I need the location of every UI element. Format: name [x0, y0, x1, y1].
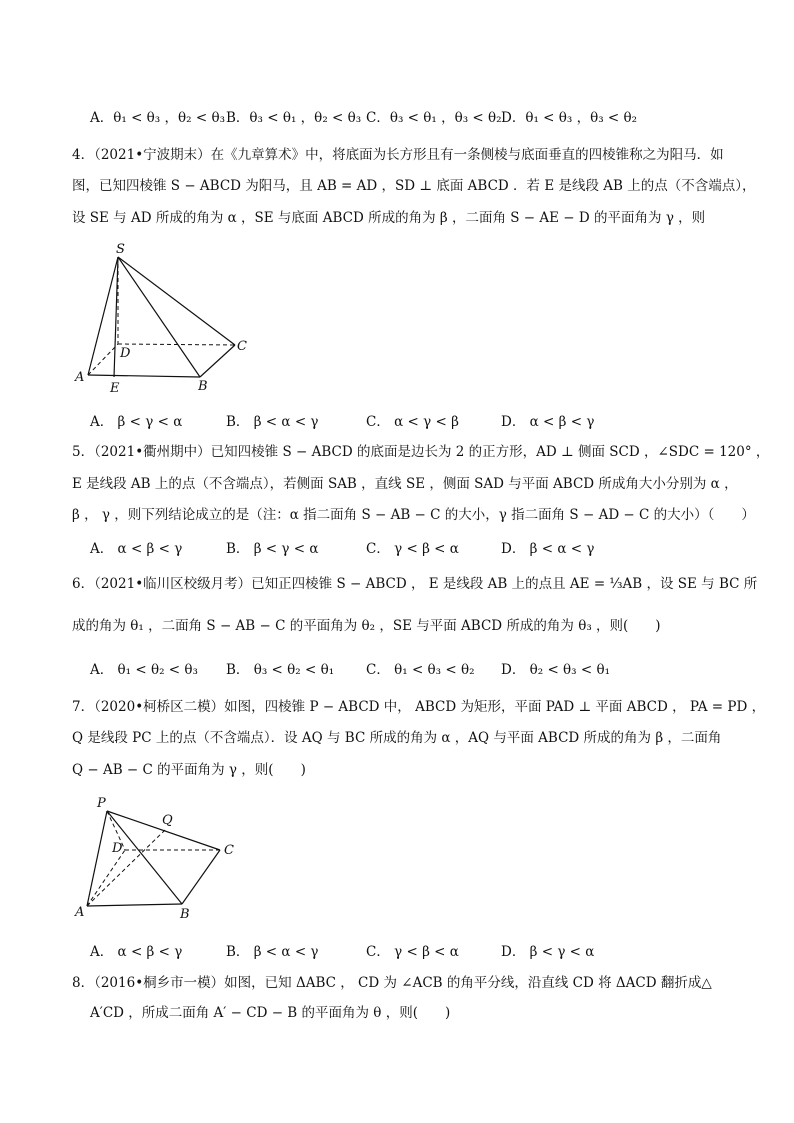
q4-options [90, 410, 594, 430]
q7-label-c: C [224, 843, 234, 858]
q4-label-d: D [120, 346, 131, 361]
q4-label-b: B [198, 379, 208, 394]
q3-option-b[interactable]: B．θ₃ < θ₁ ，θ₂ < θ₃ [226, 110, 362, 126]
q7-option-a[interactable]: A． α < β < γ [90, 944, 183, 960]
q8-stem-line-2: A′CD ，所成二面角 A′ − CD − B 的平面角为 θ ，则( ) [90, 1005, 451, 1021]
q4-label-c: C [237, 339, 247, 354]
q7-label-a: A [75, 905, 85, 920]
q4-label-e: E [110, 381, 120, 396]
q6-option-c[interactable]: C． θ₁ < θ₃ < θ₂ [366, 662, 475, 678]
q6-stem-line-1: 6．（2021•临川区校级月考）已知正四棱锥 S − ABCD ， E 是线段 AB 上的点且 AE = ⅓AB ，设 SE 与 BC 所 [72, 576, 758, 592]
q5-stem-line-1: 5．（2021•衢州期中）已知四棱锥 S − ABCD 的底面是边长为 2 的正方形，AD ⊥ 侧面 SCD ，∠SDC = 120° ， [72, 444, 770, 460]
q4-stem-line-2: 图，已知四棱锥 S − ABCD 为阳马，且 AB = AD ，SD ⊥ 底面 ABCD ．若 E 是线段 AB 上的点（不含端点）， [72, 178, 756, 194]
q5-options [90, 537, 594, 557]
q4-label-s: S [116, 242, 125, 257]
q5-stem-line-3: β ， γ ，则下列结论成立的是（注：α 指二面角 S − AB − C 的大小，γ 指二面角 S − AD − C 的大小）（ ） [72, 507, 755, 523]
q5-option-d[interactable]: D． β < α < γ [501, 541, 595, 557]
q3-option-a[interactable]: A．θ₁ < θ₃ ，θ₂ < θ₃ [90, 110, 225, 126]
q7-option-d[interactable]: D． β < γ < α [501, 944, 595, 960]
q4-option-c[interactable]: C． α < γ < β [366, 414, 459, 430]
q7-option-c[interactable]: C． γ < β < α [366, 944, 459, 960]
q3-option-d[interactable]: D．θ₁ < θ₃ ，θ₃ < θ₂ [501, 110, 638, 126]
q6-stem-line-2: 成的角为 θ₁ ，二面角 S − AB − C 的平面角为 θ₂ ，SE 与平面 ABCD 所成的角为 θ₃ ，则( ) [72, 618, 661, 634]
q7-label-b: B [180, 907, 190, 922]
q3-options [90, 106, 637, 126]
q5-option-b[interactable]: B． β < γ < α [226, 541, 319, 557]
q7-options [90, 940, 594, 960]
q3-option-c[interactable]: C．θ₃ < θ₁ ，θ₃ < θ₂ [366, 110, 502, 126]
q5-stem-line-2: E 是线段 AB 上的点（不含端点），若侧面 SAB ，直线 SE ，侧面 SAD 与平面 ABCD 所成角大小分别为 α ， [72, 476, 738, 492]
q4-option-a[interactable]: A． β < γ < α [90, 414, 183, 430]
q8-stem-line-1: 8．（2016•桐乡市一模）如图，已知 ΔABC ， CD 为 ∠ACB 的角平分线，沿直线 CD 将 ΔACD 翻折成△ [72, 975, 712, 991]
q7-label-p: P [97, 796, 106, 811]
q4-option-b[interactable]: B． β < α < γ [226, 414, 319, 430]
q4-stem-line-1: 4．（2021•宁波期末）在《九章算术》中，将底面为长方形且有一条侧棱与底面垂直的四棱锥称之为阳马．如 [72, 147, 724, 163]
q7-stem-line-1: 7．（2020•柯桥区二模）如图，四棱锥 P − ABCD 中， ABCD 为矩形，平面 PAD ⊥ 平面 ABCD ， PA = PD ， [72, 699, 766, 715]
q6-option-d[interactable]: D． θ₂ < θ₃ < θ₁ [501, 662, 611, 678]
q7-stem-line-3: Q − AB − C 的平面角为 γ ，则( ) [72, 762, 306, 778]
q5-option-a[interactable]: A． α < β < γ [90, 541, 183, 557]
q4-pyramid-figure [70, 240, 260, 404]
q7-label-d: D [112, 841, 123, 856]
q4-stem-line-3: 设 SE 与 AD 所成的角为 α ，SE 与底面 ABCD 所成的角为 β ，二面角 S − AE − D 的平面角为 γ ，则 [72, 210, 706, 226]
q6-option-a[interactable]: A． θ₁ < θ₂ < θ₃ [90, 662, 198, 678]
q7-pyramid-figure [70, 790, 250, 929]
q7-label-q: Q [162, 813, 173, 828]
q4-label-a: A [75, 370, 85, 385]
q5-option-c[interactable]: C． γ < β < α [366, 541, 459, 557]
q6-options [90, 658, 610, 678]
q4-option-d[interactable]: D． α < β < γ [501, 414, 595, 430]
q6-option-b[interactable]: B． θ₃ < θ₂ < θ₁ [226, 662, 335, 678]
q7-option-b[interactable]: B． β < α < γ [226, 944, 319, 960]
q7-stem-line-2: Q 是线段 PC 上的点（不含端点）．设 AQ 与 BC 所成的角为 α ，AQ 与平面 ABCD 所成的角为 β ，二面角 [72, 730, 722, 746]
